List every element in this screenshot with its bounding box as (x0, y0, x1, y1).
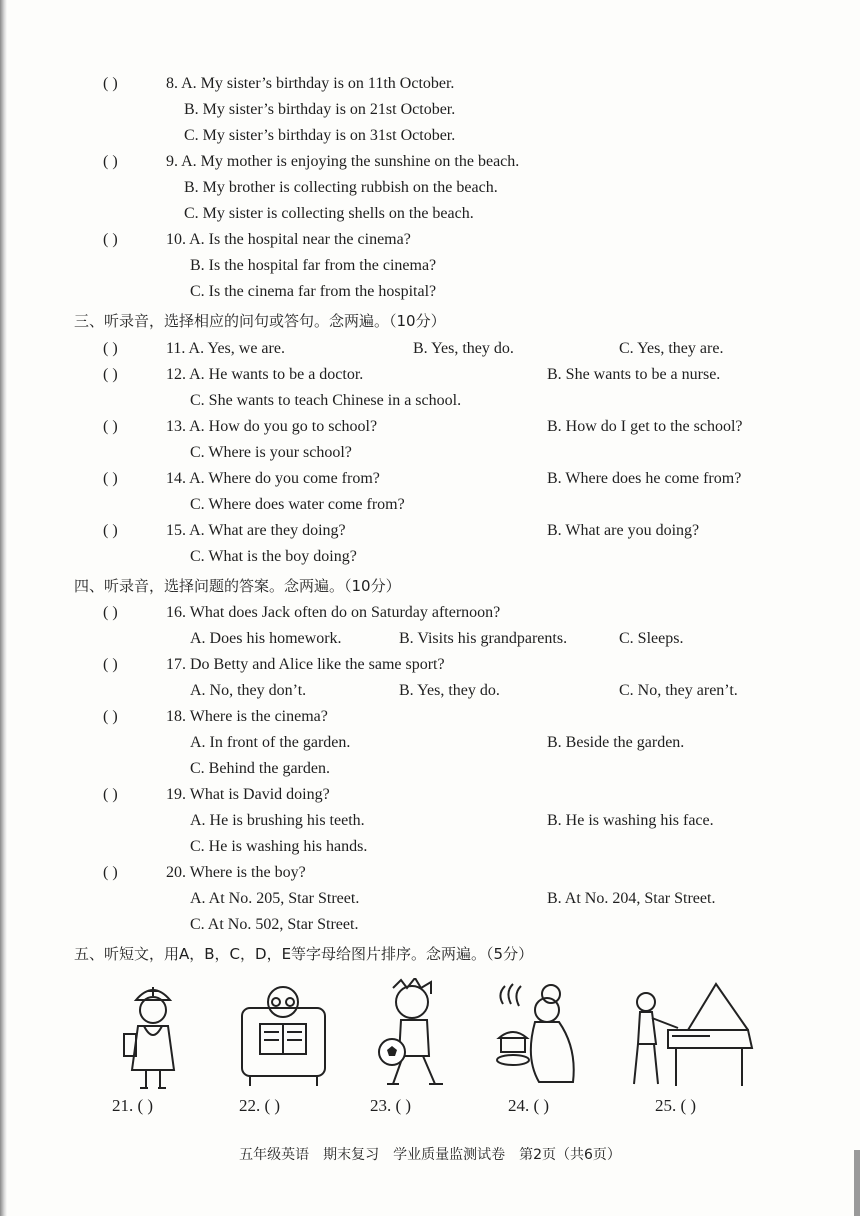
scan-edge (0, 0, 7, 1216)
q19-option-c: C. He is washing his hands. (190, 838, 368, 855)
q9-option-a: 9. A. My mother is enjoying the sunshine on the beach. (166, 153, 520, 170)
page-footer: 五年级英语 期末复习 学业质量监测试卷 第2页（共6页） (239, 1147, 621, 1163)
q12-option-a: 12. A. He wants to be a doctor. (166, 366, 364, 383)
answer-blank[interactable]: ( ) (103, 470, 118, 487)
q9-option-c: C. My sister is collecting shells on the beach. (184, 205, 474, 222)
q10-option-c: C. Is the cinema far from the hospital? (190, 283, 437, 300)
q15-option-c: C. What is the boy doing? (190, 548, 357, 565)
picture-21-blank[interactable]: 21. ( ) (112, 1096, 154, 1115)
section-3-title: 三、听录音，选择相应的问句或答句。念两遍。（10分） (74, 312, 446, 330)
answer-blank[interactable]: ( ) (103, 604, 118, 621)
section-4-title: 四、听录音，选择问题的答案。念两遍。（10分） (74, 577, 401, 595)
q17-question: 17. Do Betty and Alice like the same sport? (166, 656, 445, 673)
q17-option-c: C. No, they aren’t. (619, 682, 738, 699)
q12-option-b: B. She wants to be a nurse. (547, 366, 721, 383)
picture-24-blank[interactable]: 24. ( ) (508, 1096, 550, 1115)
grandpa-reading-icon (236, 978, 331, 1093)
q20-question: 20. Where is the boy? (166, 864, 306, 881)
q19-option-b: B. He is washing his face. (547, 812, 714, 829)
q16-question: 16. What does Jack often do on Saturday afternoon? (166, 604, 501, 621)
section-5-title: 五、听短文，用A，B，C，D，E等字母给图片排序。念两遍。（5分） (74, 945, 534, 963)
q16-option-c: C. Sleeps. (619, 630, 684, 647)
q10-option-a: 10. A. Is the hospital near the cinema? (166, 231, 411, 248)
q13-option-b: B. How do I get to the school? (547, 418, 743, 435)
q13-option-a: 13. A. How do you go to school? (166, 418, 378, 435)
answer-blank[interactable]: ( ) (103, 231, 118, 248)
q16-option-a: A. Does his homework. (190, 630, 342, 647)
answer-blank[interactable]: ( ) (103, 418, 118, 435)
answer-blank[interactable]: ( ) (103, 708, 118, 725)
grandma-cooking-icon (495, 978, 575, 1093)
q8-option-b: B. My sister’s birthday is on 21st October. (184, 101, 456, 118)
q10-option-b: B. Is the hospital far from the cinema? (190, 257, 437, 274)
q8-option-a: 8. A. My sister’s birthday is on 11th October. (166, 75, 455, 92)
q18-option-a: A. In front of the garden. (190, 734, 351, 751)
q14-option-b: B. Where does he come from? (547, 470, 742, 487)
q15-option-a: 15. A. What are they doing? (166, 522, 346, 539)
q9-option-b: B. My brother is collecting rubbish on the beach. (184, 179, 498, 196)
q18-option-c: C. Behind the garden. (190, 760, 330, 777)
answer-blank[interactable]: ( ) (103, 340, 118, 357)
q18-option-b: B. Beside the garden. (547, 734, 685, 751)
answer-blank[interactable]: ( ) (103, 864, 118, 881)
doctor-icon (118, 978, 188, 1093)
picture-23-blank[interactable]: 23. ( ) (370, 1096, 412, 1115)
q15-option-b: B. What are you doing? (547, 522, 700, 539)
q11-option-a: 11. A. Yes, we are. (166, 340, 285, 357)
q13-option-c: C. Where is your school? (190, 444, 352, 461)
q11-option-c: C. Yes, they are. (619, 340, 724, 357)
q18-question: 18. Where is the cinema? (166, 708, 328, 725)
q8-option-c: C. My sister’s birthday is on 31st October. (184, 127, 456, 144)
answer-blank[interactable]: ( ) (103, 786, 118, 803)
q17-option-a: A. No, they don’t. (190, 682, 307, 699)
q20-option-b: B. At No. 204, Star Street. (547, 890, 716, 907)
answer-blank[interactable]: ( ) (103, 656, 118, 673)
q17-option-b: B. Yes, they do. (399, 682, 500, 699)
picture-22-blank[interactable]: 22. ( ) (239, 1096, 281, 1115)
q14-option-c: C. Where does water come from? (190, 496, 405, 513)
q11-option-b: B. Yes, they do. (413, 340, 514, 357)
q16-option-b: B. Visits his grandparents. (399, 630, 568, 647)
q14-option-a: 14. A. Where do you come from? (166, 470, 380, 487)
boy-football-icon (375, 978, 455, 1098)
picture-25-blank[interactable]: 25. ( ) (655, 1096, 697, 1115)
answer-blank[interactable]: ( ) (103, 75, 118, 92)
answer-blank[interactable]: ( ) (103, 366, 118, 383)
girl-piano-icon (630, 978, 758, 1093)
q19-question: 19. What is David doing? (166, 786, 330, 803)
q20-option-c: C. At No. 502, Star Street. (190, 916, 359, 933)
answer-blank[interactable]: ( ) (103, 522, 118, 539)
answer-blank[interactable]: ( ) (103, 153, 118, 170)
q20-option-a: A. At No. 205, Star Street. (190, 890, 360, 907)
q12-option-c: C. She wants to teach Chinese in a school. (190, 392, 462, 409)
q19-option-a: A. He is brushing his teeth. (190, 812, 365, 829)
